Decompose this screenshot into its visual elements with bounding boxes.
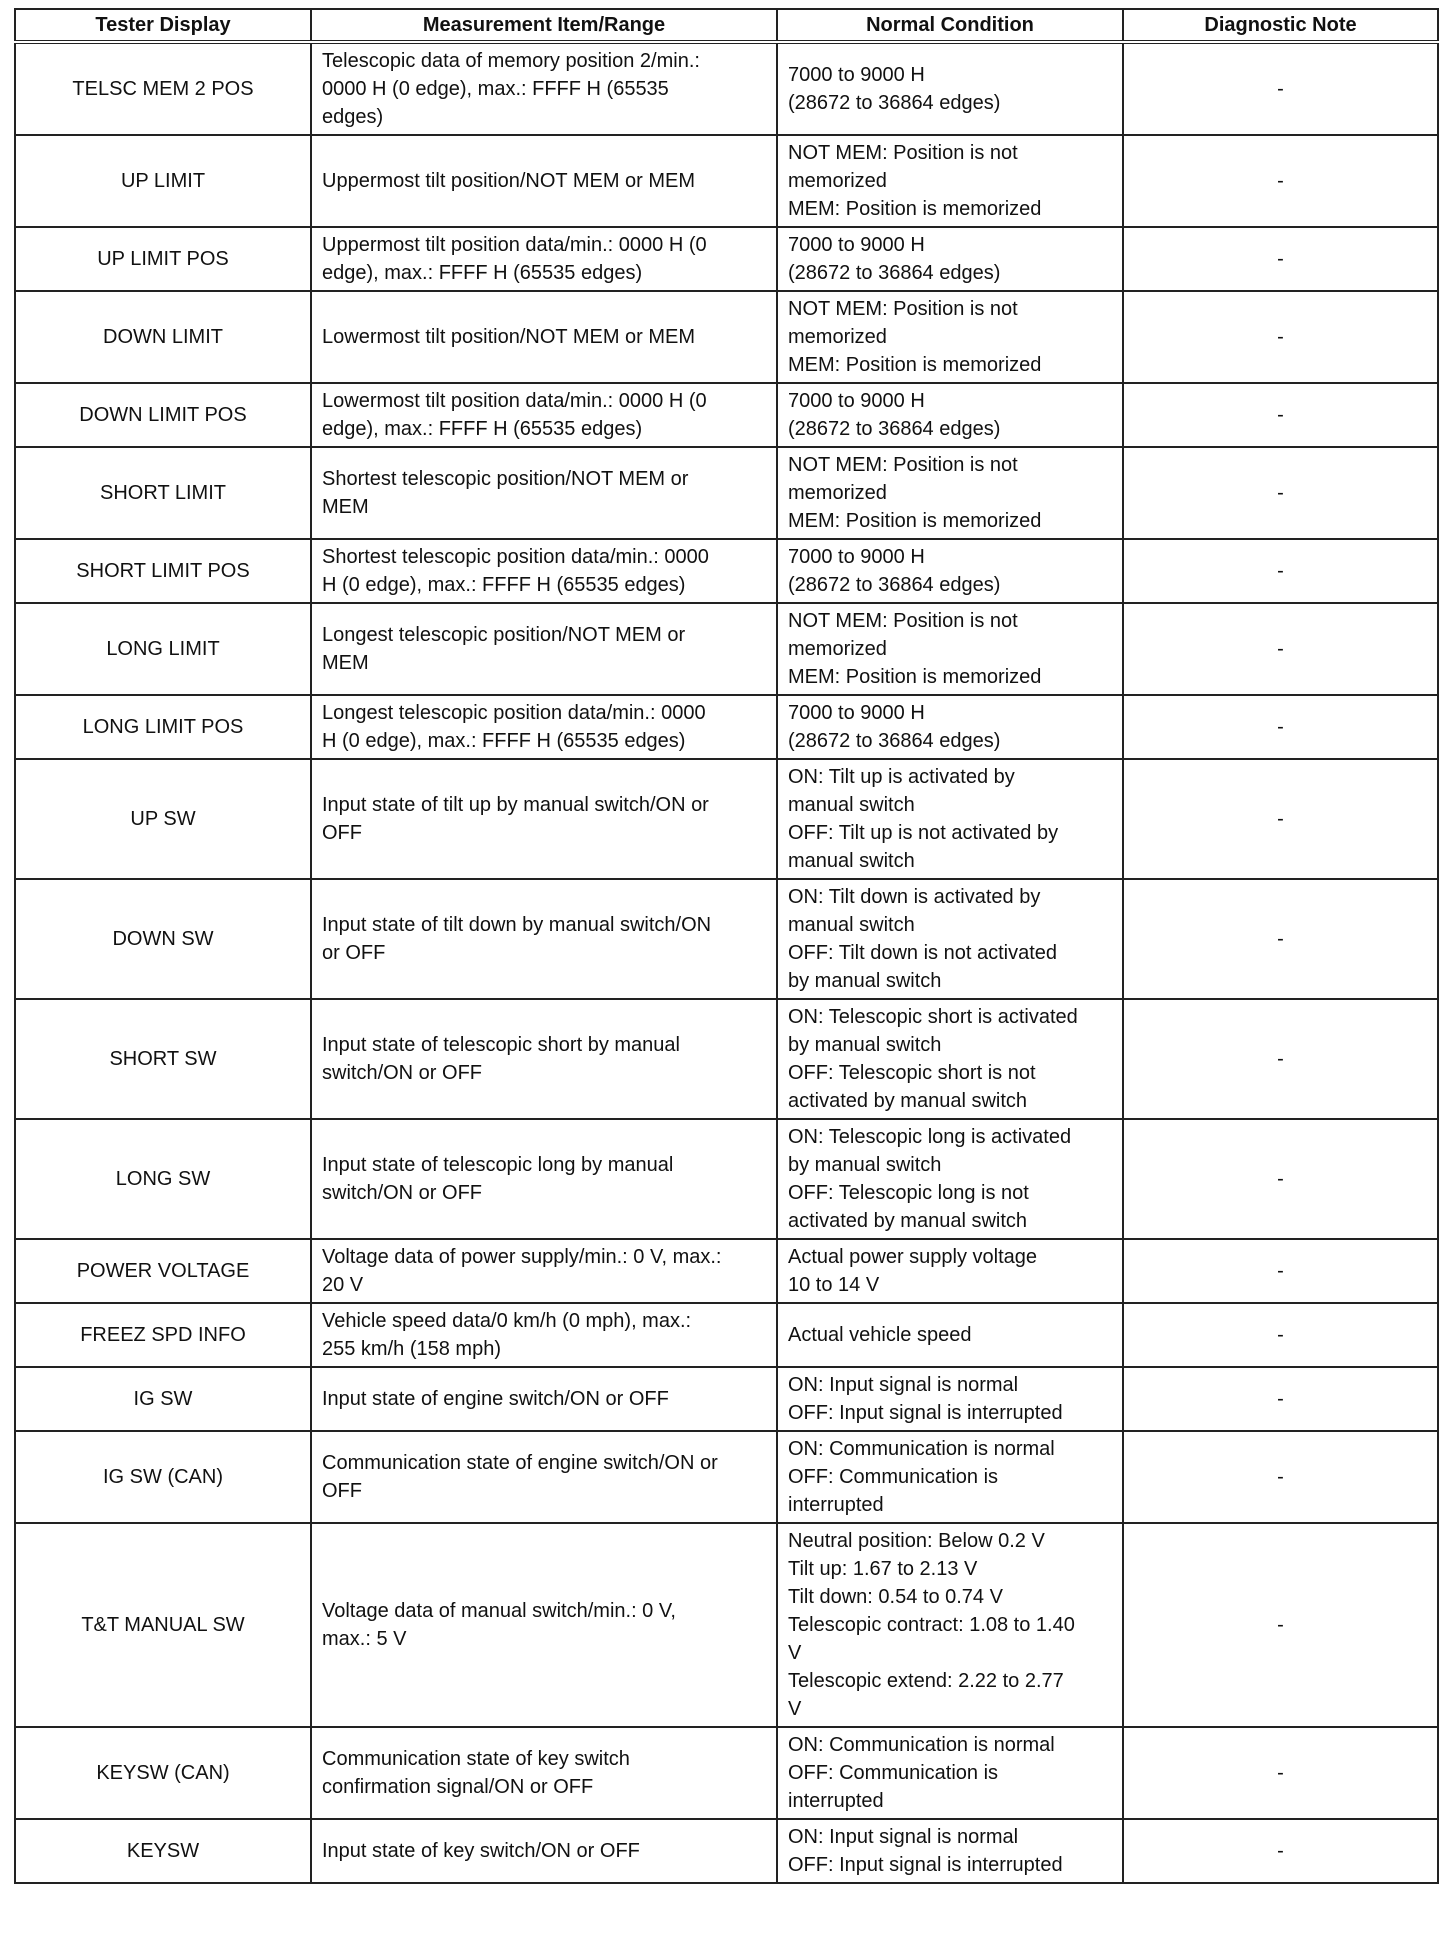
tester-display-cell: SHORT LIMIT POS xyxy=(15,539,311,603)
measurement-item-cell-line: Input state of key switch/ON or OFF xyxy=(322,1840,640,1862)
measurement-item-cell-line: edges) xyxy=(322,106,384,128)
normal-condition-cell-line: by manual switch xyxy=(788,1034,942,1056)
table-row xyxy=(15,42,1438,135)
measurement-item-cell-line: Voltage data of manual switch/min.: 0 V, xyxy=(322,1600,676,1622)
diagnostic-note-cell: - xyxy=(1123,1119,1438,1239)
normal-condition-cell-line: Tilt down: 0.54 to 0.74 V xyxy=(788,1586,1003,1608)
tester-display-cell: FREEZ SPD INFO xyxy=(15,1303,311,1367)
measurement-item-cell-line: or OFF xyxy=(322,942,386,964)
normal-condition-cell-line: OFF: Communication is xyxy=(788,1466,999,1488)
tester-display-cell: UP LIMIT POS xyxy=(15,227,311,291)
normal-condition-cell-line: 7000 to 9000 H xyxy=(788,546,925,568)
normal-condition-cell-line: OFF: Input signal is interrupted xyxy=(788,1402,1063,1424)
measurement-item-cell-line: Lowermost tilt position/NOT MEM or MEM xyxy=(322,326,696,348)
normal-condition-cell-line: Neutral position: Below 0.2 V xyxy=(788,1530,1045,1552)
tester-display-cell: KEYSW xyxy=(15,1819,311,1883)
measurement-item-cell-line: 255 km/h (158 mph) xyxy=(322,1338,501,1360)
table-row xyxy=(15,999,1438,1119)
measurement-item-cell xyxy=(311,1239,777,1303)
measurement-item-cell-line: MEM xyxy=(322,496,369,518)
normal-condition-cell-line: Telescopic contract: 1.08 to 1.40 xyxy=(788,1614,1075,1636)
normal-condition-cell-line: ON: Telescopic short is activated xyxy=(788,1006,1078,1028)
normal-condition-cell-line: Actual power supply voltage xyxy=(788,1246,1038,1268)
measurement-item-cell-line: edge), max.: FFFF H (65535 edges) xyxy=(322,418,643,440)
normal-condition-cell-line: interrupted xyxy=(788,1790,884,1812)
tester-display-cell: T&T MANUAL SW xyxy=(15,1523,311,1727)
diagnostic-note-cell: - xyxy=(1123,383,1438,447)
normal-condition-cell-line: ON: Communication is normal xyxy=(788,1734,1055,1756)
measurement-item-cell-line: Longest telescopic position data/min.: 0000 xyxy=(322,702,706,724)
normal-condition-cell-line: manual switch xyxy=(788,850,915,872)
tester-display-cell: LONG LIMIT xyxy=(15,603,311,695)
normal-condition-cell-line: MEM: Position is memorized xyxy=(788,510,1042,532)
header-tester-display: Tester Display xyxy=(15,9,311,42)
normal-condition-cell-line: NOT MEM: Position is not xyxy=(788,298,1018,320)
measurement-item-cell-line: Vehicle speed data/0 km/h (0 mph), max.: xyxy=(322,1310,692,1332)
normal-condition-cell-line: by manual switch xyxy=(788,970,942,992)
normal-condition-cell-line: NOT MEM: Position is not xyxy=(788,610,1018,632)
measurement-item-cell-line: MEM xyxy=(322,652,369,674)
tester-display-cell: POWER VOLTAGE xyxy=(15,1239,311,1303)
normal-condition-cell-line: activated by manual switch xyxy=(788,1090,1028,1112)
diagnostic-note-cell: - xyxy=(1123,1239,1438,1303)
normal-condition-cell-line: memorized xyxy=(788,170,887,192)
tester-display-cell: UP SW xyxy=(15,759,311,879)
tester-display-cell: UP LIMIT xyxy=(15,135,311,227)
diagnostic-note-cell: - xyxy=(1123,999,1438,1119)
table-row xyxy=(15,135,1438,227)
normal-condition-cell xyxy=(777,759,1123,879)
normal-condition-cell xyxy=(777,1119,1123,1239)
table-row xyxy=(15,603,1438,695)
normal-condition-cell-line: interrupted xyxy=(788,1494,884,1516)
measurement-item-cell-line: Uppermost tilt position/NOT MEM or MEM xyxy=(322,170,696,192)
measurement-item-cell xyxy=(311,603,777,695)
measurement-item-cell-line: H (0 edge), max.: FFFF H (65535 edges) xyxy=(322,730,686,752)
measurement-item-cell xyxy=(311,1819,777,1883)
normal-condition-cell xyxy=(777,1727,1123,1819)
measurement-item-cell-line: Voltage data of power supply/min.: 0 V, max.: xyxy=(322,1246,722,1268)
table-body xyxy=(15,42,1438,1883)
diagnostic-note-cell: - xyxy=(1123,1523,1438,1727)
measurement-item-cell-line: Uppermost tilt position data/min.: 0000 H (0 xyxy=(322,234,707,256)
measurement-item-cell-line: Input state of tilt up by manual switch/ON or xyxy=(322,794,709,816)
normal-condition-cell xyxy=(777,879,1123,999)
normal-condition-cell xyxy=(777,383,1123,447)
normal-condition-cell xyxy=(777,291,1123,383)
tester-display-cell: IG SW (CAN) xyxy=(15,1431,311,1523)
normal-condition-cell-line: OFF: Telescopic long is not xyxy=(788,1182,1029,1204)
normal-condition-cell-line: 7000 to 9000 H xyxy=(788,64,925,86)
table-row xyxy=(15,1431,1438,1523)
measurement-item-cell xyxy=(311,999,777,1119)
tester-display-cell: LONG SW xyxy=(15,1119,311,1239)
measurement-item-cell-line: Shortest telescopic position data/min.: 0000 xyxy=(322,546,709,568)
table-row xyxy=(15,1367,1438,1431)
diagnostic-note-cell: - xyxy=(1123,759,1438,879)
measurement-item-cell-line: Input state of telescopic short by manual xyxy=(322,1034,680,1056)
normal-condition-cell xyxy=(777,1523,1123,1727)
normal-condition-cell xyxy=(777,447,1123,539)
normal-condition-cell-line: by manual switch xyxy=(788,1154,942,1176)
normal-condition-cell-line: OFF: Communication is xyxy=(788,1762,999,1784)
normal-condition-cell-line: (28672 to 36864 edges) xyxy=(788,418,1001,440)
normal-condition-cell-line: OFF: Tilt down is not activated xyxy=(788,942,1057,964)
measurement-item-cell xyxy=(311,1303,777,1367)
diagnostic-note-cell: - xyxy=(1123,1367,1438,1431)
normal-condition-cell-line: (28672 to 36864 edges) xyxy=(788,574,1001,596)
normal-condition-cell-line: ON: Tilt up is activated by xyxy=(788,766,1015,788)
diagnostic-note-cell: - xyxy=(1123,1431,1438,1523)
diagnostic-note-cell: - xyxy=(1123,879,1438,999)
table-row xyxy=(15,759,1438,879)
diagnostic-note-cell: - xyxy=(1123,695,1438,759)
measurement-item-cell xyxy=(311,1727,777,1819)
normal-condition-cell-line: activated by manual switch xyxy=(788,1210,1028,1232)
header-diagnostic-note: Diagnostic Note xyxy=(1123,9,1438,42)
tester-display-cell: IG SW xyxy=(15,1367,311,1431)
measurement-item-cell xyxy=(311,383,777,447)
header-measurement-item: Measurement Item/Range xyxy=(311,9,777,42)
measurement-item-cell-line: Input state of engine switch/ON or OFF xyxy=(322,1388,669,1410)
normal-condition-cell-line: Actual vehicle speed xyxy=(788,1324,972,1346)
normal-condition-cell-line: NOT MEM: Position is not xyxy=(788,142,1018,164)
measurement-item-cell-line: switch/ON or OFF xyxy=(322,1182,483,1204)
diagnostic-note-cell: - xyxy=(1123,135,1438,227)
normal-condition-cell xyxy=(777,135,1123,227)
measurement-item-cell-line: 20 V xyxy=(322,1274,364,1296)
measurement-item-cell xyxy=(311,447,777,539)
normal-condition-cell xyxy=(777,999,1123,1119)
table-row xyxy=(15,695,1438,759)
measurement-item-cell xyxy=(311,1367,777,1431)
table-row xyxy=(15,1119,1438,1239)
normal-condition-cell xyxy=(777,1303,1123,1367)
normal-condition-cell-line: 7000 to 9000 H xyxy=(788,702,925,724)
normal-condition-cell-line: ON: Communication is normal xyxy=(788,1438,1055,1460)
normal-condition-cell-line: MEM: Position is memorized xyxy=(788,354,1042,376)
tester-display-cell: LONG LIMIT POS xyxy=(15,695,311,759)
normal-condition-cell-line: MEM: Position is memorized xyxy=(788,666,1042,688)
measurement-item-cell-line: Input state of telescopic long by manual xyxy=(322,1154,674,1176)
table-header xyxy=(15,9,1438,42)
table-row xyxy=(15,1303,1438,1367)
normal-condition-cell xyxy=(777,42,1123,135)
diagnostic-note-cell: - xyxy=(1123,1303,1438,1367)
tester-display-cell: DOWN LIMIT xyxy=(15,291,311,383)
normal-condition-cell-line: 10 to 14 V xyxy=(788,1274,880,1296)
header-normal-condition: Normal Condition xyxy=(777,9,1123,42)
diagnostic-note-cell: - xyxy=(1123,603,1438,695)
normal-condition-cell xyxy=(777,603,1123,695)
normal-condition-cell-line: memorized xyxy=(788,482,887,504)
measurement-item-cell xyxy=(311,695,777,759)
diagnostic-note-cell: - xyxy=(1123,227,1438,291)
normal-condition-cell xyxy=(777,1239,1123,1303)
normal-condition-cell xyxy=(777,1819,1123,1883)
table-row xyxy=(15,291,1438,383)
header-row xyxy=(15,9,1438,42)
tester-display-cell: TELSC MEM 2 POS xyxy=(15,42,311,135)
normal-condition-cell-line: manual switch xyxy=(788,794,915,816)
measurement-item-cell-line: edge), max.: FFFF H (65535 edges) xyxy=(322,262,643,284)
normal-condition-cell-line: ON: Input signal is normal xyxy=(788,1826,1019,1848)
tester-display-cell: DOWN SW xyxy=(15,879,311,999)
measurement-item-cell-line: confirmation signal/ON or OFF xyxy=(322,1776,594,1798)
table-row xyxy=(15,539,1438,603)
measurement-item-cell xyxy=(311,291,777,383)
normal-condition-cell-line: OFF: Tilt up is not activated by xyxy=(788,822,1059,844)
diagnostic-note-cell: - xyxy=(1123,42,1438,135)
normal-condition-cell-line: 7000 to 9000 H xyxy=(788,390,925,412)
measurement-item-cell xyxy=(311,879,777,999)
table-row xyxy=(15,879,1438,999)
measurement-item-cell-line: Shortest telescopic position/NOT MEM or xyxy=(322,468,689,490)
normal-condition-cell-line: V xyxy=(788,1642,802,1664)
normal-condition-cell-line: Telescopic extend: 2.22 to 2.77 xyxy=(788,1670,1064,1692)
measurement-item-cell xyxy=(311,759,777,879)
tester-display-cell: KEYSW (CAN) xyxy=(15,1727,311,1819)
measurement-item-cell xyxy=(311,539,777,603)
measurement-item-cell xyxy=(311,1119,777,1239)
measurement-item-cell-line: OFF xyxy=(322,1480,362,1502)
measurement-item-cell-line: max.: 5 V xyxy=(322,1628,407,1650)
normal-condition-cell xyxy=(777,1431,1123,1523)
normal-condition-cell-line: MEM: Position is memorized xyxy=(788,198,1042,220)
measurement-item-cell xyxy=(311,1523,777,1727)
measurement-item-cell-line: Lowermost tilt position data/min.: 0000 H (0 xyxy=(322,390,707,412)
normal-condition-cell-line: Tilt up: 1.67 to 2.13 V xyxy=(788,1558,978,1580)
table-row xyxy=(15,1239,1438,1303)
normal-condition-cell-line: (28672 to 36864 edges) xyxy=(788,730,1001,752)
normal-condition-cell-line: ON: Telescopic long is activated xyxy=(788,1126,1072,1148)
measurement-item-cell-line: Longest telescopic position/NOT MEM or xyxy=(322,624,686,646)
normal-condition-cell xyxy=(777,227,1123,291)
table-row xyxy=(15,1523,1438,1727)
measurement-item-cell-line: H (0 edge), max.: FFFF H (65535 edges) xyxy=(322,574,686,596)
normal-condition-cell-line: memorized xyxy=(788,326,887,348)
diagnostic-note-cell: - xyxy=(1123,291,1438,383)
tester-display-cell: SHORT LIMIT xyxy=(15,447,311,539)
normal-condition-cell-line: OFF: Input signal is interrupted xyxy=(788,1854,1063,1876)
normal-condition-cell-line: manual switch xyxy=(788,914,915,936)
normal-condition-cell xyxy=(777,1367,1123,1431)
data-list-sheet xyxy=(14,8,1437,1884)
normal-condition-cell-line: NOT MEM: Position is not xyxy=(788,454,1018,476)
diagnostic-note-cell: - xyxy=(1123,539,1438,603)
tester-display-cell: SHORT SW xyxy=(15,999,311,1119)
table-row xyxy=(15,1819,1438,1883)
measurement-item-cell-line: switch/ON or OFF xyxy=(322,1062,483,1084)
measurement-item-cell-line: Communication state of engine switch/ON or xyxy=(322,1452,718,1474)
measurement-item-cell-line: Telescopic data of memory position 2/min.: xyxy=(322,50,700,72)
measurement-item-cell xyxy=(311,1431,777,1523)
normal-condition-cell-line: V xyxy=(788,1698,802,1720)
normal-condition-cell-line: ON: Tilt down is activated by xyxy=(788,886,1041,908)
table-row xyxy=(15,1727,1438,1819)
normal-condition-cell-line: 7000 to 9000 H xyxy=(788,234,925,256)
table-row xyxy=(15,447,1438,539)
table-row xyxy=(15,383,1438,447)
measurement-item-cell-line: OFF xyxy=(322,822,362,844)
data-list-table xyxy=(14,8,1439,1884)
normal-condition-cell-line: ON: Input signal is normal xyxy=(788,1374,1019,1396)
normal-condition-cell-line: (28672 to 36864 edges) xyxy=(788,262,1001,284)
table-row xyxy=(15,227,1438,291)
measurement-item-cell xyxy=(311,42,777,135)
normal-condition-cell xyxy=(777,539,1123,603)
measurement-item-cell-line: Communication state of key switch xyxy=(322,1748,630,1770)
tester-display-cell: DOWN LIMIT POS xyxy=(15,383,311,447)
measurement-item-cell xyxy=(311,135,777,227)
diagnostic-note-cell: - xyxy=(1123,1819,1438,1883)
measurement-item-cell xyxy=(311,227,777,291)
diagnostic-note-cell: - xyxy=(1123,1727,1438,1819)
measurement-item-cell-line: 0000 H (0 edge), max.: FFFF H (65535 xyxy=(322,78,669,100)
normal-condition-cell-line: memorized xyxy=(788,638,887,660)
diagnostic-note-cell: - xyxy=(1123,447,1438,539)
normal-condition-cell xyxy=(777,695,1123,759)
measurement-item-cell-line: Input state of tilt down by manual switch/ON xyxy=(322,914,712,936)
normal-condition-cell-line: OFF: Telescopic short is not xyxy=(788,1062,1036,1084)
normal-condition-cell-line: (28672 to 36864 edges) xyxy=(788,92,1001,114)
